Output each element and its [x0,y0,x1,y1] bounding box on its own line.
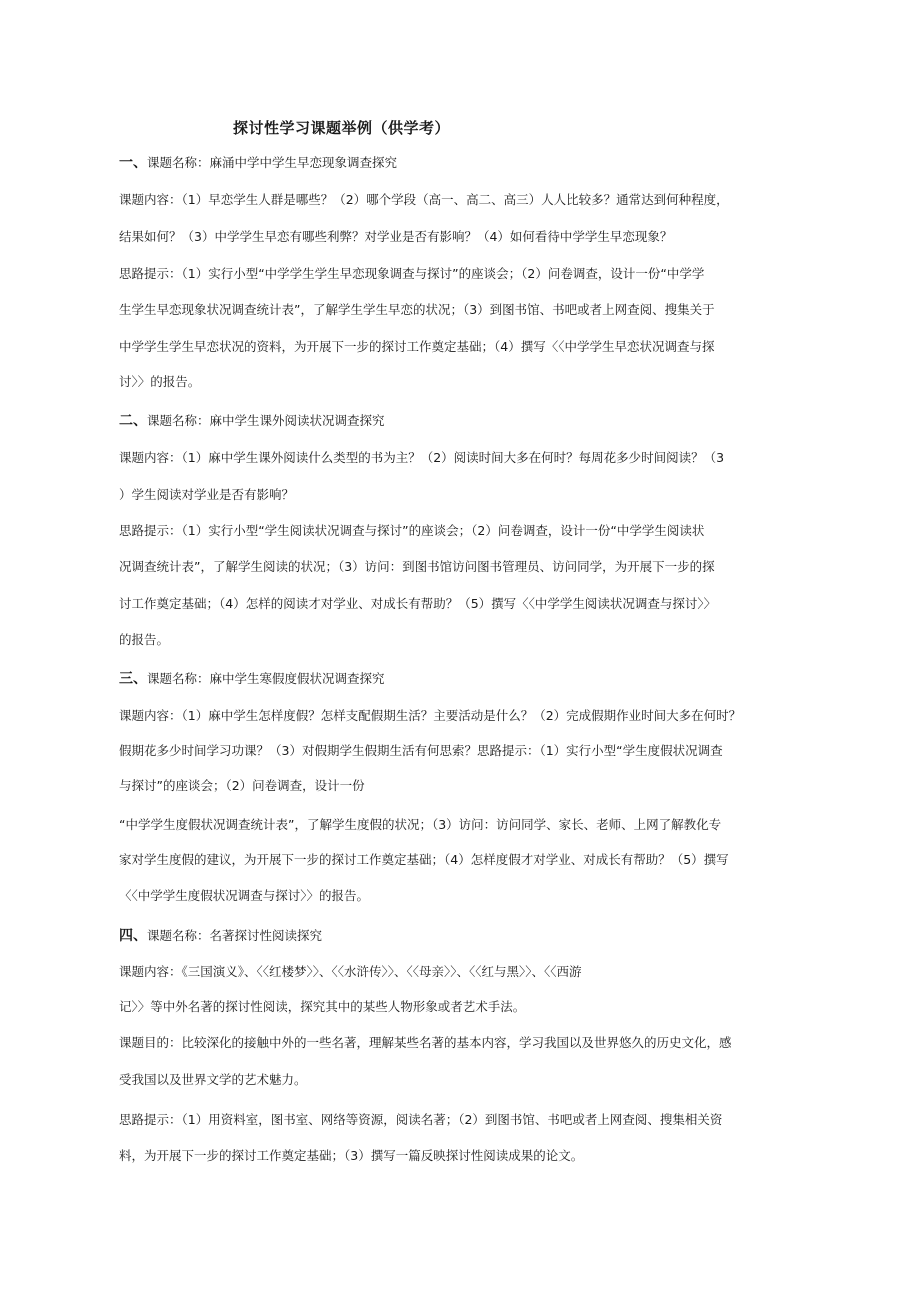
section-4-line-2: 记〉〉等中外名著的探讨性阅读，探究其中的某些人物形象或者艺术手法。 [119,999,526,1014]
section-3-number: 三、 [119,671,147,687]
section-1-line-1: 课题内容：（1）早恋学生人群是哪些？（2）哪个学段（高一、高二、高三）人人比较多？通常达到何种程度， [119,192,729,207]
section-4-number: 四、 [119,928,147,944]
section-4-title: 课题名称：名著探讨性阅读探究 [147,928,323,943]
section-2-line-1: 课题内容：（1）麻中学生课外阅读什么类型的书为主？（2）阅读时间大多在何时？每周花多少时间阅读？（3 [119,450,725,465]
section-1-line-2: 结果如何？（3）中学学生早恋有哪些利弊？对学业是否有影响？（4）如何看待中学学生早恋现象？ [119,229,673,244]
section-2-line-6: 的报告。 [119,632,170,647]
section-3-line-2: 假期花多少时间学习功课？（3）对假期学生假期生活有何思索？思路提示：（1）实行小型“学生度假状况调查 [119,743,723,758]
section-1-line-6: 讨〉〉的报告。 [119,374,201,389]
section-1-line-5: 中学学生学生早恋状况的资料，为开展下一步的探讨工作奠定基础；（4）撰写〈〈中学学生早恋状况调查与探 [119,339,715,354]
section-3-line-5: 家对学生度假的建议，为开展下一步的探讨工作奠定基础；（4）怎样度假才对学业、对成长有帮助？（5）撰写 [119,852,729,867]
section-3-line-4: “中学学生度假状况调查统计表”，了解学生度假的状况；（3）访问：访问同学、家长、老师、上网了解教化专 [119,817,722,832]
section-3-title: 课题名称：麻中学生寒假度假状况调查探究 [147,671,385,686]
section-2-line-2: ）学生阅读对学业是否有影响？ [119,487,295,502]
section-1-line-4: 生学生早恋现象状况调查统计表”，了解学生学生早恋的状况；（3）到图书馆、书吧或者上网查阅、搜集关于 [119,302,715,317]
section-4-line-3: 课题目的：比较深化的接触中外的一些名著，理解某些名著的基本内容，学习我国以及世界悠久的历史文化，感 [119,1035,732,1050]
section-2-line-5: 讨工作奠定基础；（4）怎样的阅读才对学业、对成长有帮助？（5）撰写〈〈中学学生阅读状况调查与探讨〉〉 [119,596,717,611]
section-1-number: 一、 [119,155,147,171]
section-3-line-1: 课题内容：（1）麻中学生怎样度假？怎样支配假期生活？主要活动是什么？（2）完成假期作业时间大多在何时？ [119,708,742,723]
section-4-line-1: 课题内容：《三国演义》、〈〈红楼梦〉〉、〈〈水浒传〉〉、〈〈母亲〉〉、〈〈红与黑〉〉、〈〈西游 [119,964,582,979]
section-4-line-5: 思路提示：（1）用资料室，图书室、网络等资源，阅读名著；（2）到图书馆、书吧或者上网查阅、搜集相关资 [119,1112,723,1127]
section-2-title: 课题名称：麻中学生课外阅读状况调查探究 [147,413,385,428]
section-2-number: 二、 [119,413,147,429]
section-2-line-4: 况调查统计表”，了解学生阅读的状况；（3）访问：到图书馆访问图书管理员、访问同学，为开展下一步的探 [119,559,715,574]
section-3-heading [119,669,385,689]
section-1-line-3: 思路提示：（1）实行小型“中学学生学生早恋现象调查与探讨”的座谈会；（2）问卷调查，设计一份“中学学 [119,266,705,281]
section-4-line-4: 受我国以及世界文学的艺术魅力。 [119,1072,307,1087]
section-4-line-6: 料，为开展下一步的探讨工作奠定基础；（3）撰写一篇反映探讨性阅读成果的论文。 [119,1148,584,1163]
section-3-line-6: 〈〈中学学生度假状况调查与探讨〉〉的报告。 [119,888,370,903]
document-title: 探讨性学习课题举例（供学考） [233,119,451,137]
section-2-line-3: 思路提示：（1）实行小型“学生阅读状况调查与探讨”的座谈会；（2）问卷调查，设计一份“中学学生阅读状 [119,523,705,538]
section-3-line-3: 与探讨”的座谈会；（2）问卷调查，设计一份 [119,778,365,793]
section-1-heading [119,153,397,173]
section-4-heading [119,926,322,946]
section-2-heading [119,411,385,431]
section-1-title: 课题名称：麻涌中学中学生早恋现象调查探究 [147,155,398,170]
